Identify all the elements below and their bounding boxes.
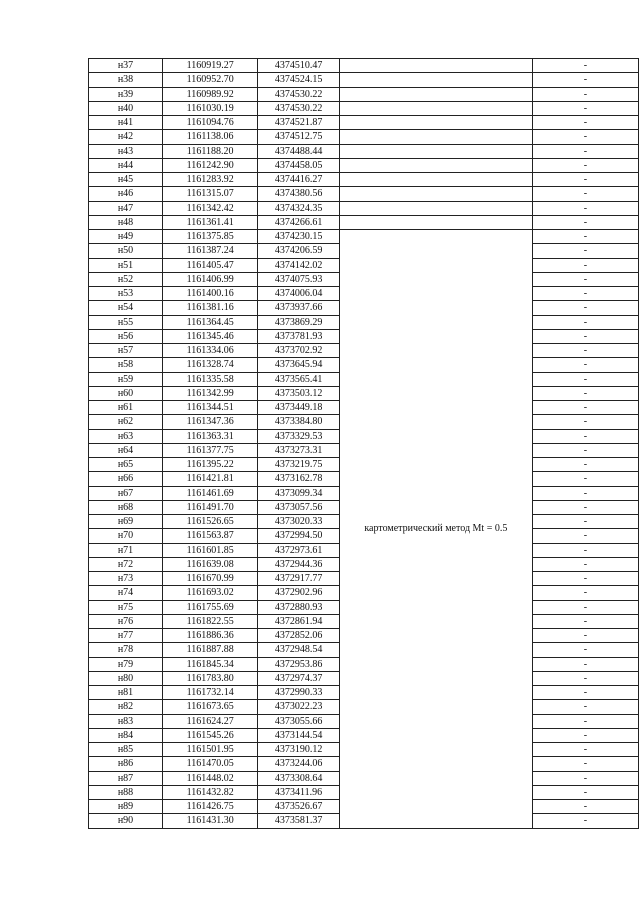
- method-cell-empty: [339, 173, 532, 187]
- coordinate-y-cell: 4374458.05: [258, 158, 340, 172]
- coordinate-y-cell: 4372994.50: [258, 529, 340, 543]
- accuracy-dash-cell: -: [532, 73, 638, 87]
- coordinates-table: [88, 58, 639, 829]
- coordinate-x-cell: 1161563.87: [163, 529, 258, 543]
- coordinate-y-cell: 4373526.67: [258, 800, 340, 814]
- point-name-cell: н67: [89, 486, 163, 500]
- coordinate-y-cell: 4373565.41: [258, 372, 340, 386]
- coordinate-y-cell: 4373937.66: [258, 301, 340, 315]
- point-name-cell: н87: [89, 771, 163, 785]
- accuracy-dash-cell: -: [532, 515, 638, 529]
- table-row: [89, 230, 639, 244]
- accuracy-dash-cell: -: [532, 358, 638, 372]
- point-name-cell: н80: [89, 671, 163, 685]
- accuracy-dash-cell: -: [532, 686, 638, 700]
- coordinate-y-cell: 4374416.27: [258, 173, 340, 187]
- accuracy-dash-cell: -: [532, 814, 638, 828]
- accuracy-dash-cell: -: [532, 315, 638, 329]
- point-name-cell: н74: [89, 586, 163, 600]
- method-cell-empty: [339, 87, 532, 101]
- accuracy-dash-cell: -: [532, 785, 638, 799]
- coordinate-y-cell: 4374510.47: [258, 59, 340, 73]
- table-row: [89, 215, 639, 229]
- coordinate-y-cell: 4372902.96: [258, 586, 340, 600]
- point-name-cell: н71: [89, 543, 163, 557]
- coordinate-x-cell: 1161315.07: [163, 187, 258, 201]
- point-name-cell: н90: [89, 814, 163, 828]
- point-name-cell: н44: [89, 158, 163, 172]
- point-name-cell: н88: [89, 785, 163, 799]
- coordinate-x-cell: 1161783.80: [163, 671, 258, 685]
- accuracy-dash-cell: -: [532, 800, 638, 814]
- table-row: [89, 173, 639, 187]
- accuracy-dash-cell: -: [532, 714, 638, 728]
- accuracy-dash-cell: -: [532, 230, 638, 244]
- point-name-cell: н68: [89, 500, 163, 514]
- accuracy-dash-cell: -: [532, 130, 638, 144]
- coordinate-y-cell: 4373581.37: [258, 814, 340, 828]
- coordinate-x-cell: 1161334.06: [163, 344, 258, 358]
- point-name-cell: н57: [89, 344, 163, 358]
- coordinate-x-cell: 1161432.82: [163, 785, 258, 799]
- coordinate-x-cell: 1160989.92: [163, 87, 258, 101]
- table-row: [89, 144, 639, 158]
- coordinate-y-cell: 4373057.56: [258, 500, 340, 514]
- point-name-cell: н47: [89, 201, 163, 215]
- point-name-cell: н41: [89, 116, 163, 130]
- point-name-cell: н59: [89, 372, 163, 386]
- point-name-cell: н63: [89, 429, 163, 443]
- table-row: [89, 116, 639, 130]
- accuracy-dash-cell: -: [532, 372, 638, 386]
- accuracy-dash-cell: -: [532, 244, 638, 258]
- point-name-cell: н55: [89, 315, 163, 329]
- method-cell-empty: [339, 144, 532, 158]
- point-name-cell: н50: [89, 244, 163, 258]
- coordinate-y-cell: 4373244.06: [258, 757, 340, 771]
- coordinate-y-cell: 4373020.33: [258, 515, 340, 529]
- accuracy-dash-cell: -: [532, 600, 638, 614]
- point-name-cell: н89: [89, 800, 163, 814]
- coordinate-x-cell: 1161624.27: [163, 714, 258, 728]
- method-cell-empty: [339, 201, 532, 215]
- point-name-cell: н58: [89, 358, 163, 372]
- coordinate-x-cell: 1161693.02: [163, 586, 258, 600]
- point-name-cell: н53: [89, 287, 163, 301]
- coordinate-x-cell: 1161138.06: [163, 130, 258, 144]
- point-name-cell: н70: [89, 529, 163, 543]
- accuracy-dash-cell: -: [532, 258, 638, 272]
- table-row: [89, 73, 639, 87]
- accuracy-dash-cell: -: [532, 301, 638, 315]
- coordinate-x-cell: 1161461.69: [163, 486, 258, 500]
- coordinate-x-cell: 1161545.26: [163, 728, 258, 742]
- coordinate-y-cell: 4373099.34: [258, 486, 340, 500]
- coordinate-y-cell: 4372974.37: [258, 671, 340, 685]
- coordinate-y-cell: 4373449.18: [258, 401, 340, 415]
- point-name-cell: н40: [89, 101, 163, 115]
- accuracy-dash-cell: -: [532, 728, 638, 742]
- coordinate-x-cell: 1161188.20: [163, 144, 258, 158]
- point-name-cell: н60: [89, 386, 163, 400]
- point-name-cell: н73: [89, 572, 163, 586]
- point-name-cell: н86: [89, 757, 163, 771]
- coordinates-table-body: [89, 59, 639, 829]
- coordinate-y-cell: 4374266.61: [258, 215, 340, 229]
- coordinate-y-cell: 4374521.87: [258, 116, 340, 130]
- point-name-cell: н38: [89, 73, 163, 87]
- point-name-cell: н45: [89, 173, 163, 187]
- point-name-cell: н77: [89, 629, 163, 643]
- coordinate-x-cell: 1161363.31: [163, 429, 258, 443]
- method-cell-empty: [339, 73, 532, 87]
- coordinate-x-cell: 1161342.42: [163, 201, 258, 215]
- point-name-cell: н85: [89, 743, 163, 757]
- coordinate-y-cell: 4373503.12: [258, 386, 340, 400]
- table-row: [89, 101, 639, 115]
- accuracy-dash-cell: -: [532, 671, 638, 685]
- coordinate-x-cell: 1161345.46: [163, 329, 258, 343]
- point-name-cell: н66: [89, 472, 163, 486]
- coordinate-x-cell: 1161381.16: [163, 301, 258, 315]
- coordinate-x-cell: 1161673.65: [163, 700, 258, 714]
- coordinate-x-cell: 1161421.81: [163, 472, 258, 486]
- method-cell-empty: [339, 101, 532, 115]
- coordinate-y-cell: 4373162.78: [258, 472, 340, 486]
- coordinate-y-cell: 4374006.04: [258, 287, 340, 301]
- accuracy-dash-cell: -: [532, 401, 638, 415]
- coordinate-y-cell: 4373645.94: [258, 358, 340, 372]
- coordinate-y-cell: 4373781.93: [258, 329, 340, 343]
- accuracy-dash-cell: -: [532, 743, 638, 757]
- point-name-cell: н49: [89, 230, 163, 244]
- point-name-cell: н84: [89, 728, 163, 742]
- accuracy-dash-cell: -: [532, 173, 638, 187]
- point-name-cell: н78: [89, 643, 163, 657]
- point-name-cell: н76: [89, 614, 163, 628]
- accuracy-dash-cell: -: [532, 643, 638, 657]
- coordinate-x-cell: 1161845.34: [163, 657, 258, 671]
- accuracy-dash-cell: -: [532, 529, 638, 543]
- point-name-cell: н64: [89, 443, 163, 457]
- point-name-cell: н46: [89, 187, 163, 201]
- coordinate-x-cell: 1161364.45: [163, 315, 258, 329]
- coordinate-x-cell: 1161732.14: [163, 686, 258, 700]
- point-name-cell: н69: [89, 515, 163, 529]
- coordinate-x-cell: 1161431.30: [163, 814, 258, 828]
- accuracy-dash-cell: -: [532, 500, 638, 514]
- coordinate-y-cell: 4374524.15: [258, 73, 340, 87]
- coordinate-y-cell: 4374324.35: [258, 201, 340, 215]
- coordinate-x-cell: 1161030.19: [163, 101, 258, 115]
- accuracy-dash-cell: -: [532, 101, 638, 115]
- point-name-cell: н75: [89, 600, 163, 614]
- accuracy-dash-cell: -: [532, 116, 638, 130]
- coordinate-x-cell: 1161470.05: [163, 757, 258, 771]
- point-name-cell: н37: [89, 59, 163, 73]
- accuracy-dash-cell: -: [532, 557, 638, 571]
- point-name-cell: н52: [89, 272, 163, 286]
- accuracy-dash-cell: -: [532, 614, 638, 628]
- coordinate-y-cell: 4374530.22: [258, 101, 340, 115]
- coordinate-y-cell: 4374075.93: [258, 272, 340, 286]
- accuracy-dash-cell: -: [532, 458, 638, 472]
- coordinate-y-cell: 4374142.02: [258, 258, 340, 272]
- coordinate-y-cell: 4373055.66: [258, 714, 340, 728]
- method-cell-empty: [339, 130, 532, 144]
- accuracy-dash-cell: -: [532, 543, 638, 557]
- accuracy-dash-cell: -: [532, 87, 638, 101]
- coordinate-x-cell: 1160919.27: [163, 59, 258, 73]
- coordinate-x-cell: 1161491.70: [163, 500, 258, 514]
- coordinate-x-cell: 1161377.75: [163, 443, 258, 457]
- coordinate-y-cell: 4373702.92: [258, 344, 340, 358]
- accuracy-dash-cell: -: [532, 158, 638, 172]
- method-description-cell: картометрический метод Mt = 0.5: [339, 230, 532, 829]
- point-name-cell: н39: [89, 87, 163, 101]
- coordinate-x-cell: 1161387.24: [163, 244, 258, 258]
- coordinate-y-cell: 4372948.54: [258, 643, 340, 657]
- table-row: [89, 59, 639, 73]
- accuracy-dash-cell: -: [532, 657, 638, 671]
- coordinate-y-cell: 4373411.96: [258, 785, 340, 799]
- table-row: [89, 130, 639, 144]
- point-name-cell: н48: [89, 215, 163, 229]
- accuracy-dash-cell: -: [532, 201, 638, 215]
- method-cell-empty: [339, 215, 532, 229]
- coordinate-x-cell: 1161601.85: [163, 543, 258, 557]
- accuracy-dash-cell: -: [532, 429, 638, 443]
- coordinate-y-cell: 4373219.75: [258, 458, 340, 472]
- coordinate-y-cell: 4372990.33: [258, 686, 340, 700]
- coordinate-x-cell: 1161501.95: [163, 743, 258, 757]
- coordinate-y-cell: 4373273.31: [258, 443, 340, 457]
- coordinate-x-cell: 1161886.36: [163, 629, 258, 643]
- point-name-cell: н62: [89, 415, 163, 429]
- coordinate-y-cell: 4373190.12: [258, 743, 340, 757]
- coordinate-x-cell: 1161887.88: [163, 643, 258, 657]
- accuracy-dash-cell: -: [532, 59, 638, 73]
- accuracy-dash-cell: -: [532, 287, 638, 301]
- accuracy-dash-cell: -: [532, 572, 638, 586]
- point-name-cell: н61: [89, 401, 163, 415]
- coordinate-y-cell: 4373022.23: [258, 700, 340, 714]
- point-name-cell: н51: [89, 258, 163, 272]
- coordinate-x-cell: 1161375.85: [163, 230, 258, 244]
- coordinate-y-cell: 4372861.94: [258, 614, 340, 628]
- point-name-cell: н81: [89, 686, 163, 700]
- coordinate-x-cell: 1161526.65: [163, 515, 258, 529]
- point-name-cell: н54: [89, 301, 163, 315]
- coordinate-x-cell: 1161335.58: [163, 372, 258, 386]
- coordinate-y-cell: 4374230.15: [258, 230, 340, 244]
- coordinate-x-cell: 1161670.99: [163, 572, 258, 586]
- coordinate-y-cell: 4374512.75: [258, 130, 340, 144]
- accuracy-dash-cell: -: [532, 771, 638, 785]
- method-cell-empty: [339, 158, 532, 172]
- coordinate-x-cell: 1161406.99: [163, 272, 258, 286]
- method-cell-empty: [339, 187, 532, 201]
- table-row: [89, 87, 639, 101]
- coordinate-x-cell: 1161328.74: [163, 358, 258, 372]
- accuracy-dash-cell: -: [532, 187, 638, 201]
- coordinate-y-cell: 4372852.06: [258, 629, 340, 643]
- point-name-cell: н82: [89, 700, 163, 714]
- coordinate-x-cell: 1161347.36: [163, 415, 258, 429]
- coordinate-x-cell: 1161344.51: [163, 401, 258, 415]
- table-row: [89, 158, 639, 172]
- coordinate-y-cell: 4373329.53: [258, 429, 340, 443]
- coordinate-y-cell: 4372973.61: [258, 543, 340, 557]
- coordinate-x-cell: 1161448.02: [163, 771, 258, 785]
- table-row: [89, 187, 639, 201]
- point-name-cell: н83: [89, 714, 163, 728]
- coordinate-y-cell: 4373869.29: [258, 315, 340, 329]
- coordinate-x-cell: 1161361.41: [163, 215, 258, 229]
- accuracy-dash-cell: -: [532, 344, 638, 358]
- coordinate-x-cell: 1161283.92: [163, 173, 258, 187]
- method-cell-empty: [339, 59, 532, 73]
- coordinate-x-cell: 1161822.55: [163, 614, 258, 628]
- point-name-cell: н65: [89, 458, 163, 472]
- accuracy-dash-cell: -: [532, 415, 638, 429]
- coordinate-y-cell: 4372944.36: [258, 557, 340, 571]
- coordinate-y-cell: 4374380.56: [258, 187, 340, 201]
- coordinate-x-cell: 1161094.76: [163, 116, 258, 130]
- coordinate-x-cell: 1160952.70: [163, 73, 258, 87]
- accuracy-dash-cell: -: [532, 700, 638, 714]
- coordinate-y-cell: 4373144.54: [258, 728, 340, 742]
- point-name-cell: н79: [89, 657, 163, 671]
- coordinate-y-cell: 4372917.77: [258, 572, 340, 586]
- point-name-cell: н42: [89, 130, 163, 144]
- coordinate-y-cell: 4373308.64: [258, 771, 340, 785]
- coordinate-y-cell: 4372953.86: [258, 657, 340, 671]
- accuracy-dash-cell: -: [532, 443, 638, 457]
- coordinate-y-cell: 4374530.22: [258, 87, 340, 101]
- coordinate-x-cell: 1161639.08: [163, 557, 258, 571]
- accuracy-dash-cell: -: [532, 629, 638, 643]
- accuracy-dash-cell: -: [532, 486, 638, 500]
- coordinate-x-cell: 1161405.47: [163, 258, 258, 272]
- coordinate-x-cell: 1161426.75: [163, 800, 258, 814]
- coordinate-x-cell: 1161400.16: [163, 287, 258, 301]
- accuracy-dash-cell: -: [532, 586, 638, 600]
- point-name-cell: н43: [89, 144, 163, 158]
- coordinate-x-cell: 1161242.90: [163, 158, 258, 172]
- coordinate-x-cell: 1161395.22: [163, 458, 258, 472]
- point-name-cell: н56: [89, 329, 163, 343]
- accuracy-dash-cell: -: [532, 329, 638, 343]
- accuracy-dash-cell: -: [532, 272, 638, 286]
- accuracy-dash-cell: -: [532, 215, 638, 229]
- coordinate-y-cell: 4374488.44: [258, 144, 340, 158]
- coordinate-y-cell: 4372880.93: [258, 600, 340, 614]
- coordinate-x-cell: 1161755.69: [163, 600, 258, 614]
- coordinate-x-cell: 1161342.99: [163, 386, 258, 400]
- method-cell-empty: [339, 116, 532, 130]
- accuracy-dash-cell: -: [532, 757, 638, 771]
- accuracy-dash-cell: -: [532, 386, 638, 400]
- point-name-cell: н72: [89, 557, 163, 571]
- table-row: [89, 201, 639, 215]
- coordinate-y-cell: 4374206.59: [258, 244, 340, 258]
- coordinate-y-cell: 4373384.80: [258, 415, 340, 429]
- accuracy-dash-cell: -: [532, 144, 638, 158]
- accuracy-dash-cell: -: [532, 472, 638, 486]
